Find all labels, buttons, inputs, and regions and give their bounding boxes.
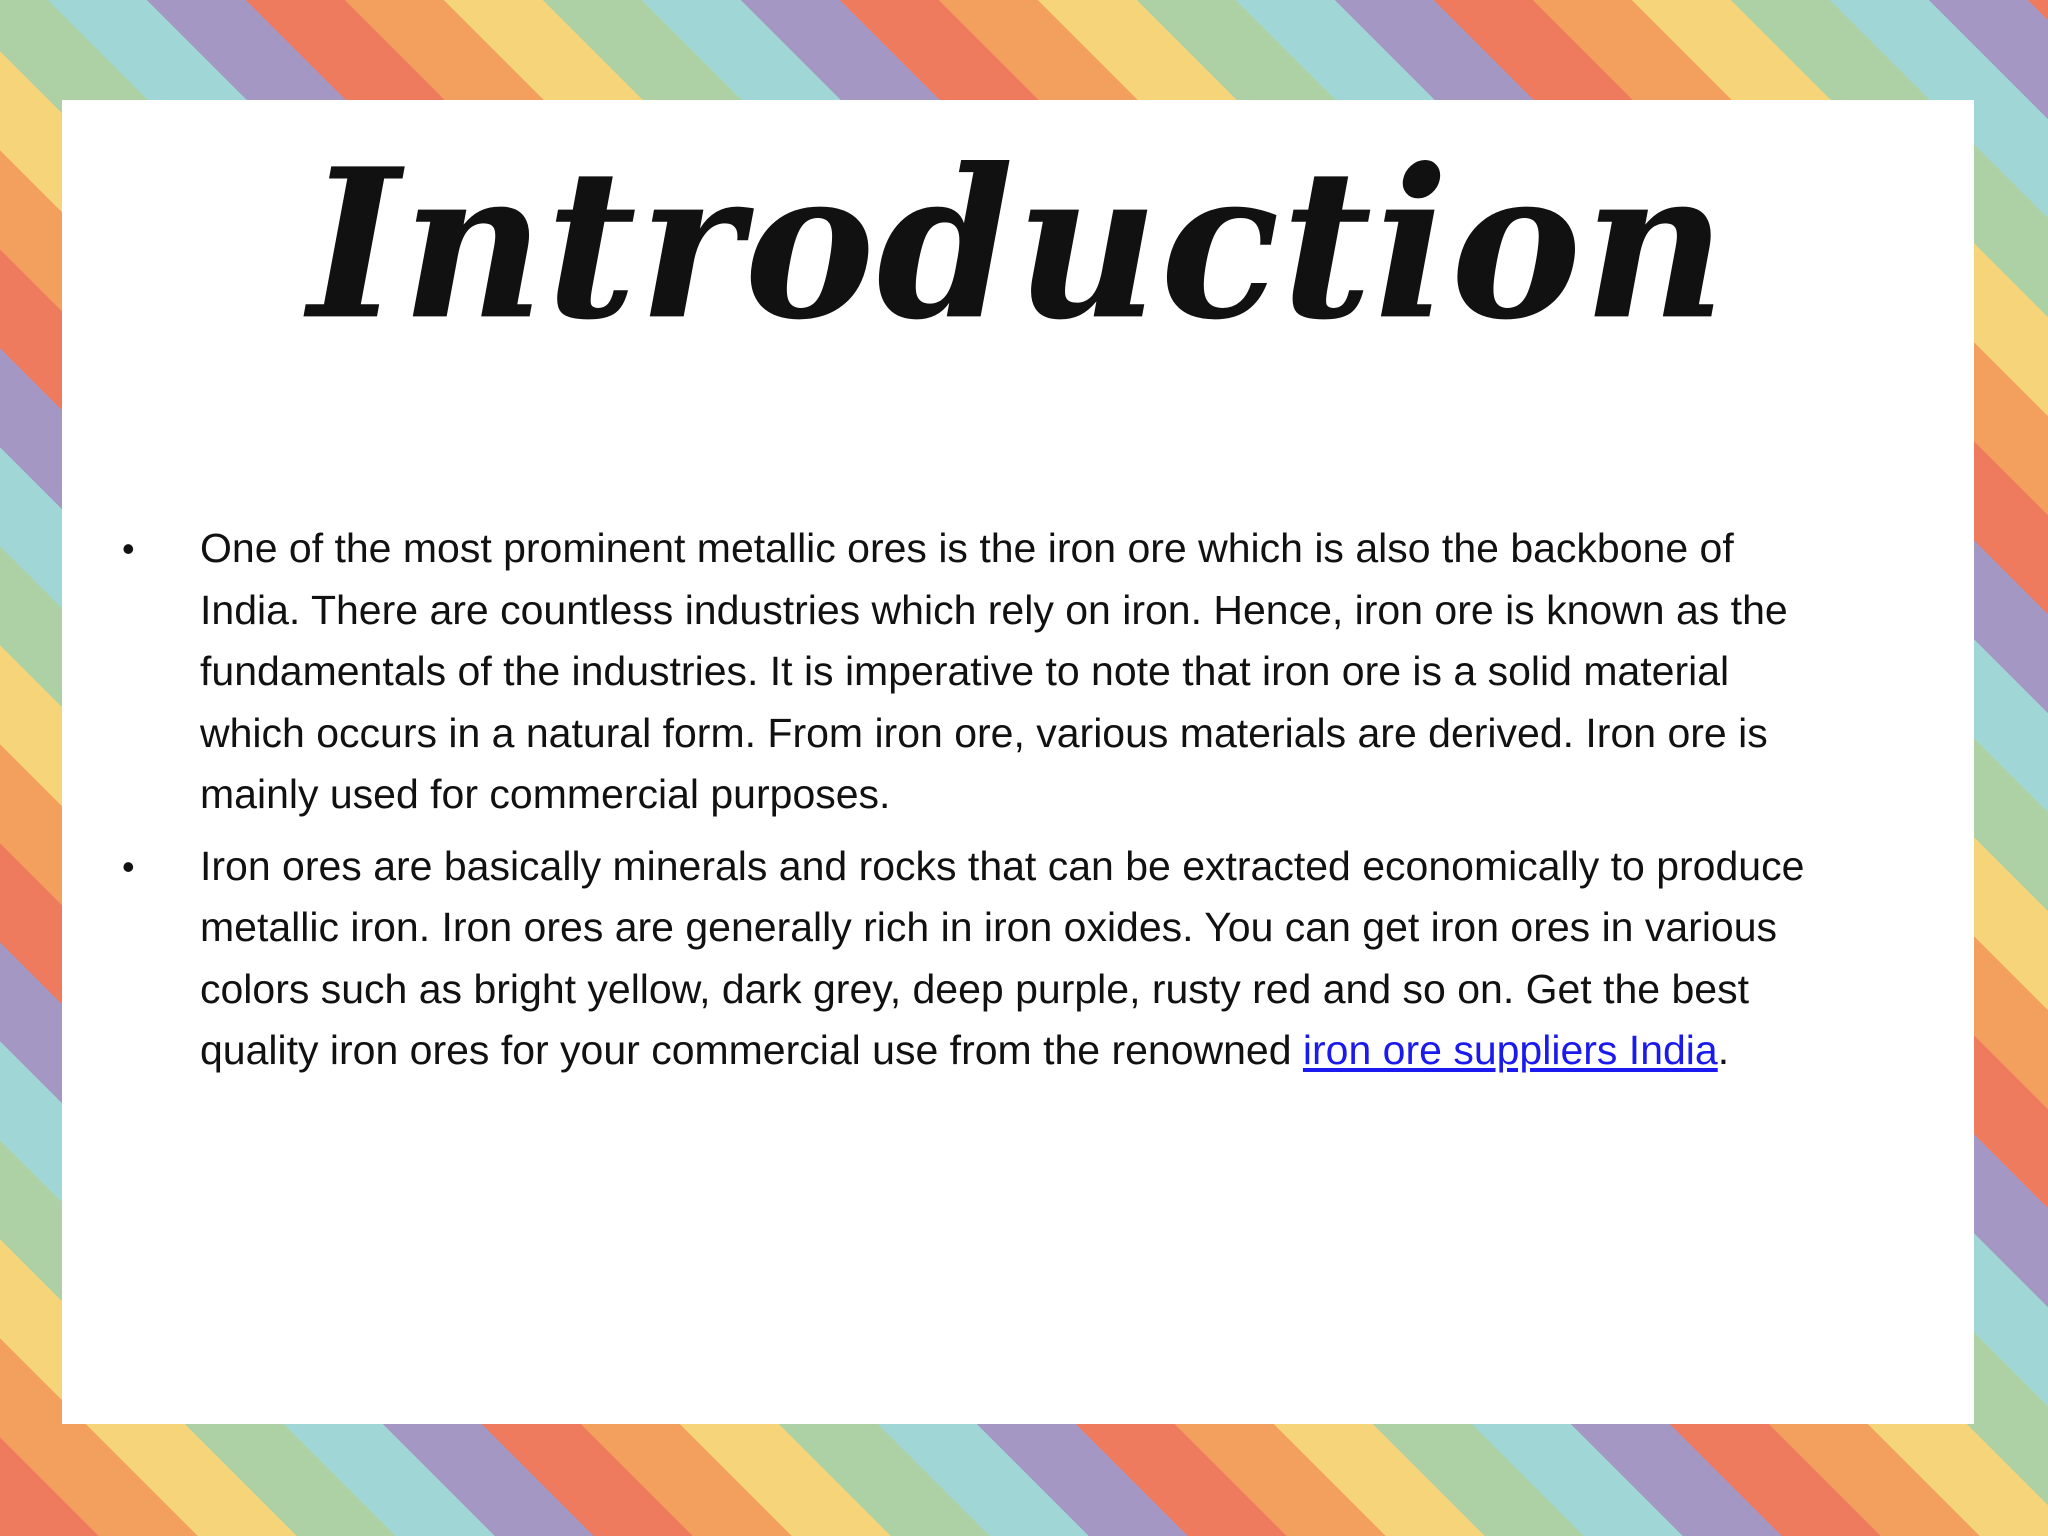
bullet-item (62, 836, 1842, 1082)
content-panel (62, 100, 1974, 1424)
slide-title: Introduction (308, 124, 1728, 366)
bullet-text: Iron ores are basically minerals and rocks that can be extracted economically to produce metallic iron. Iron ores are generally rich in iron oxides. You can get iron ores in various colors such as bright yellow, dark grey, deep purple, rusty red and so on. Get the best quality iron ores for your commercial use from the renowned (200, 842, 1805, 1073)
bullet-list (62, 518, 1974, 1092)
bullet-icon: • (122, 845, 135, 887)
bullet-text: One of the most prominent metallic ores is the iron ore which is also the backbone of India. There are countless industries which rely on iron. Hence, iron ore is known as the fundamentals of the industries. It is imperative to note that iron ore is a solid material which occurs in a natural form. From iron ore, various materials are derived. Iron ore is mainly used for commercial purposes. (200, 525, 1788, 817)
bullet-icon: • (122, 528, 135, 569)
bullet-item (62, 518, 1842, 826)
bullet-trailing-text: . (1717, 1027, 1730, 1073)
suppliers-link[interactable]: iron ore suppliers India (1302, 1027, 1718, 1073)
